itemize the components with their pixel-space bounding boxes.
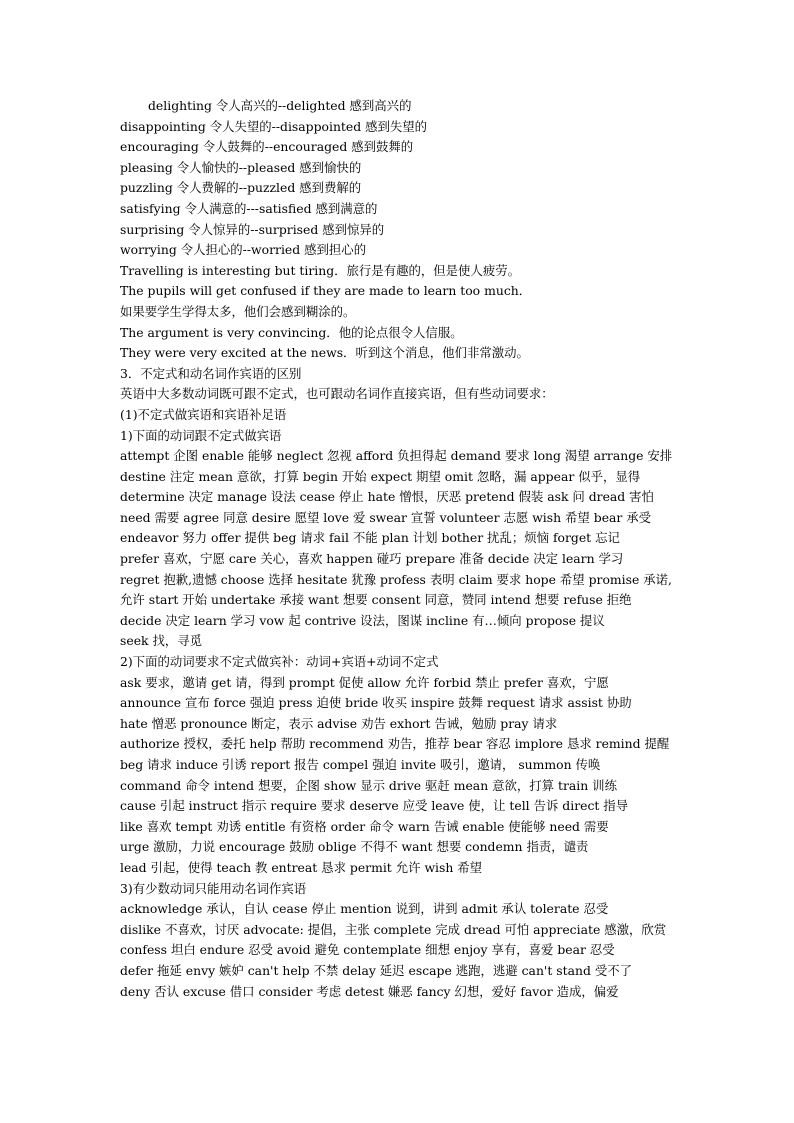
text-line: pleasing 令人愉快的--pleased 感到愉快的 bbox=[120, 159, 362, 175]
text-line: command 命令 intend 想要，企图 show 显示 drive 驱赶 mean 意欲，打算 train 训练 bbox=[120, 777, 617, 793]
text-line: announce 宣布 force 强迫 press 迫使 bride 收买 inspire 鼓舞 request 请求 assist 协助 bbox=[120, 695, 632, 711]
text-line: defer 拖延 envy 嫉妒 can't help 不禁 delay 延迟 escape 逃跑，逃避 can't stand 受不了 bbox=[120, 962, 632, 978]
subsection-heading: 3)有少数动词只能用动名词作宾语 bbox=[120, 880, 307, 896]
text-line: decide 决定 learn 学习 vow 起 contrive 设法，图谋 incline 有…倾向 propose 提议 bbox=[120, 612, 605, 628]
document-body bbox=[120, 96, 680, 1002]
text-line: worrying 令人担心的--worried 感到担心的 bbox=[120, 242, 367, 258]
text-line: beg 请求 induce 引诱 report 报告 compel 强迫 invite 吸引，邀请， summon 传唤 bbox=[120, 757, 601, 772]
text-line: hate 憎恶 pronounce 断定，表示 advise 劝告 exhort 告诫，勉励 pray 请求 bbox=[120, 715, 558, 731]
text-line: encouraging 令人鼓舞的--encouraged 感到鼓舞的 bbox=[120, 139, 414, 155]
text-line: The argument is very convincing．他的论点很令人信服。 bbox=[120, 324, 463, 340]
text-line: ask 要求，邀请 get 请，得到 prompt 促使 allow 允许 forbid 禁止 prefer 喜欢，宁愿 bbox=[120, 674, 609, 690]
text-line: puzzling 令人费解的--puzzled 感到费解的 bbox=[120, 180, 362, 196]
text-line: deny 否认 excuse 借口 consider 考虑 detest 嫌恶 fancy 幻想，爱好 favor 造成，偏爱 bbox=[120, 983, 619, 999]
text-line: destine 注定 mean 意欲，打算 begin 开始 expect 期望 omit 忽略，漏 appear 似乎，显得 bbox=[120, 468, 641, 484]
text-line: need 需要 agree 同意 desire 愿望 love 爱 swear 宣誓 volunteer 志愿 wish 希望 bear 承受 bbox=[120, 509, 652, 525]
text-line: surprising 令人惊异的--surprised 感到惊异的 bbox=[120, 221, 385, 237]
text-line: acknowledge 承认，自认 cease 停止 mention 说到，讲到 admit 承认 tolerate 忍受 bbox=[120, 901, 609, 917]
subsection-heading: 2)下面的动词要求不定式做宾补：动词+宾语+动词不定式 bbox=[120, 654, 439, 670]
text-line: lead 引起，使得 teach 教 entreat 恳求 permit 允许 wish 希望 bbox=[120, 859, 483, 875]
text-line: prefer 喜欢，宁愿 care 关心，喜欢 happen 碰巧 prepare 准备 decide 决定 learn 学习 bbox=[120, 551, 624, 567]
text-line: authorize 授权，委托 help 帮助 recommend 劝告，推荐 bear 容忍 implore 恳求 remind 提醒 bbox=[120, 736, 670, 752]
text-line: satisfying 令人满意的---satisfied 感到满意的 bbox=[120, 200, 378, 216]
text-line: confess 坦白 endure 忍受 avoid 避免 contemplate 细想 enjoy 享有，喜爱 bear 忍受 bbox=[120, 942, 615, 958]
text-line: The pupils will get confused if they are made to learn too much． bbox=[120, 283, 532, 299]
text-line: dislike 不喜欢，讨厌 advocate: 提倡，主张 complete 完成 dread 可怕 appreciate 感激，欣赏 bbox=[120, 921, 667, 937]
text-line: delighting 令人高兴的--delighted 感到高兴的 bbox=[148, 98, 412, 113]
text-line: disappointing 令人失望的--disappointed 感到失望的 bbox=[120, 118, 428, 134]
text-line: attempt 企图 enable 能够 neglect 忽视 afford 负担得起 demand 要求 long 渴望 arrange 安排 bbox=[120, 448, 673, 464]
text-line: 如果要学生学得太多，他们会感到糊涂的。 bbox=[120, 303, 356, 319]
text-line: 英语中大多数动词既可跟不定式，也可跟动名词作直接宾语，但有些动词要求： bbox=[120, 386, 554, 402]
text-line: determine 决定 manage 设法 cease 停止 hate 憎恨，厌恶 pretend 假装 ask 问 dread 害怕 bbox=[120, 489, 654, 505]
subsection-heading: (1)不定式做宾语和宾语补足语 bbox=[120, 406, 287, 422]
subsection-heading: 1)下面的动词跟不定式做宾语 bbox=[120, 427, 282, 443]
text-line: urge 激励，力说 encourage 鼓励 oblige 不得不 want 想要 condemn 指责，谴责 bbox=[120, 839, 589, 855]
text-line: seek 找，寻觅 bbox=[120, 633, 203, 649]
text-line: like 喜欢 tempt 劝诱 entitle 有资格 order 命令 warn 告诫 enable 使能够 need 需要 bbox=[120, 818, 609, 834]
text-line: regret 抱歉,遗憾 choose 选择 hesitate 犹豫 profess 表明 claim 要求 hope 希望 promise 承诺, bbox=[120, 571, 672, 587]
text-line: Travelling is interesting but tiring．旅行是有趣的，但是使人疲劳。 bbox=[120, 262, 520, 278]
text-line: endeavor 努力 offer 提供 beg 请求 fail 不能 plan 计划 bother 扰乱；烦恼 forget 忘记 bbox=[120, 530, 620, 546]
text-line: They were very excited at the news．听到这个消息，他们非常激动。 bbox=[120, 345, 529, 361]
text-line: cause 引起 instruct 指示 require 要求 deserve 应受 leave 使，让 tell 告诉 direct 指导 bbox=[120, 798, 629, 814]
text-line: 允许 start 开始 undertake 承接 want 想要 consent 同意，赞同 intend 想要 refuse 拒绝 bbox=[120, 592, 632, 608]
section-heading: 3．不定式和动名词作宾语的区别 bbox=[120, 365, 302, 381]
